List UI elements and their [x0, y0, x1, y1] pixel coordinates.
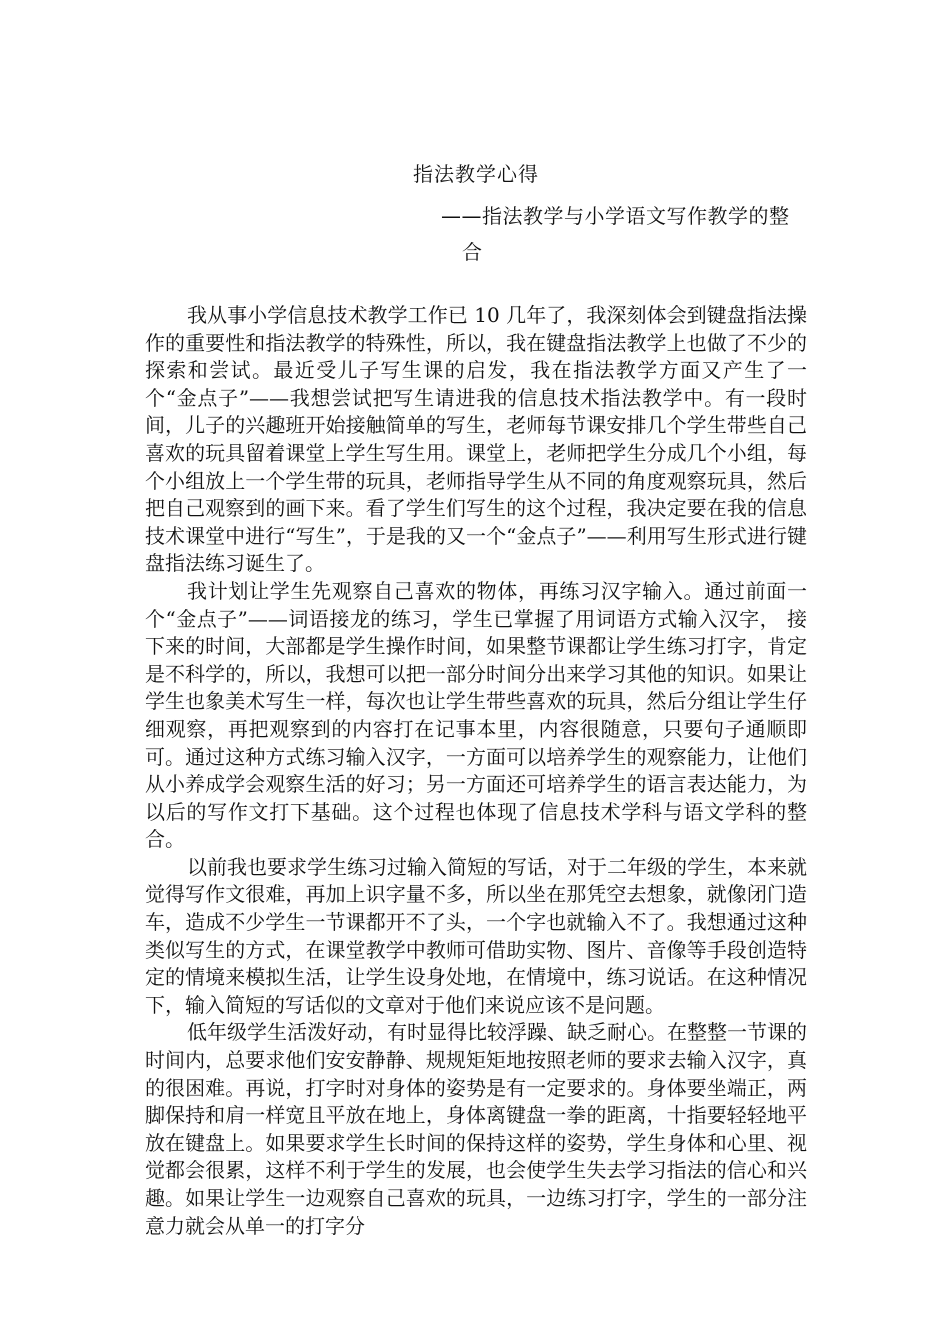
body-paragraph-4: 低年级学生活泼好动，有时显得比较浮躁、缺乏耐心。在整整一节课的时间内，总要求他们安安静静、规规矩矩地按照老师的要求去输入汉字，真的很困难。再说，打字时对身体的姿势是有一定要求的。身体要坐端正，两脚保持和肩一样宽且平放在地上，身体离键盘一拳的距离，十指要轻轻地平放在键盘上。如果要求学生长时间的保持这样的姿势，学生身体和心里、视觉都会很累，这样不利于学生的发展，也会使学生失去学习指法的信心和兴趣。如果让学生一边观察自己喜欢的玩具，一边练习打字，学生的一部分注意力就会从单一的打字分: [145, 1020, 807, 1238]
body-paragraph-3: 以前我也要求学生练习过输入简短的写话，对于二年级的学生，本来就觉得写作文很难，再加上识字量不多，所以坐在那凭空去想象，就像闭门造车，造成不少学生一节课都开不了头，一个字也就输入不了。我想通过这种类似写生的方式，在课堂教学中教师可借助实物、图片、音像等手段创造特定的情境来模拟生活，让学生设身处地，在情境中，练习说话。在这种情况下，输入简短的写话似的文章对于他们来说应该不是问题。: [145, 854, 807, 1017]
document-body: [145, 302, 807, 1240]
document-title: 指法教学心得: [413, 162, 539, 186]
subtitle-line-2: 合: [462, 240, 483, 264]
body-paragraph-2: 我计划让学生先观察自己喜欢的物体，再练习汉字输入。通过前面一个“金点子”——词语接龙的练习，学生已掌握了用词语方式输入汉字， 接下来的时间，大部都是学生操作时间，如果整节课都让学生练习打字，肯定是不科学的，所以，我想可以把一部分时间分出来学习其他的知识。如果让学生也象美术写生一样，每次也让学生带些喜欢的玩具，然后分组让学生仔细观察，再把观察到的内容打在记事本里，内容很随意，只要句子通顺即可。通过这种方式练习输入汉字，一方面可以培养学生的观察能力，让他们从小养成学会观察生活的好习；另一方面还可培养学生的语言表达能力，为以后的写作文打下基础。这个过程也体现了信息技术学科与语文学科的整合。: [145, 578, 807, 852]
subtitle-line-1: ——指法教学与小学语文写作教学的整: [441, 204, 790, 228]
document-subtitle: [441, 198, 801, 270]
body-paragraph-1: 我从事小学信息技术教学工作已 10 几年了，我深刻体会到键盘指法操作的重要性和指法教学的特殊性，所以，我在键盘指法教学上也做了不少的探索和尝试。最近受儿子写生课的启发，我在指法教学方面又产生了一个“金点子”——我想尝试把写生请进我的信息技术指法教学中。有一段时间，儿子的兴趣班开始接触简单的写生，老师每节课安排几个学生带些自己喜欢的玩具留着课堂上学生写生用。课堂上，老师把学生分成几个小组，每个小组放上一个学生带的玩具，老师指导学生从不同的角度观察玩具，然后把自己观察到的画下来。看了学生们写生的这个过程，我决定要在我的信息技术课堂中进行“写生”，于是我的又一个“金点子”——利用写生形式进行键盘指法练习诞生了。: [145, 303, 807, 576]
